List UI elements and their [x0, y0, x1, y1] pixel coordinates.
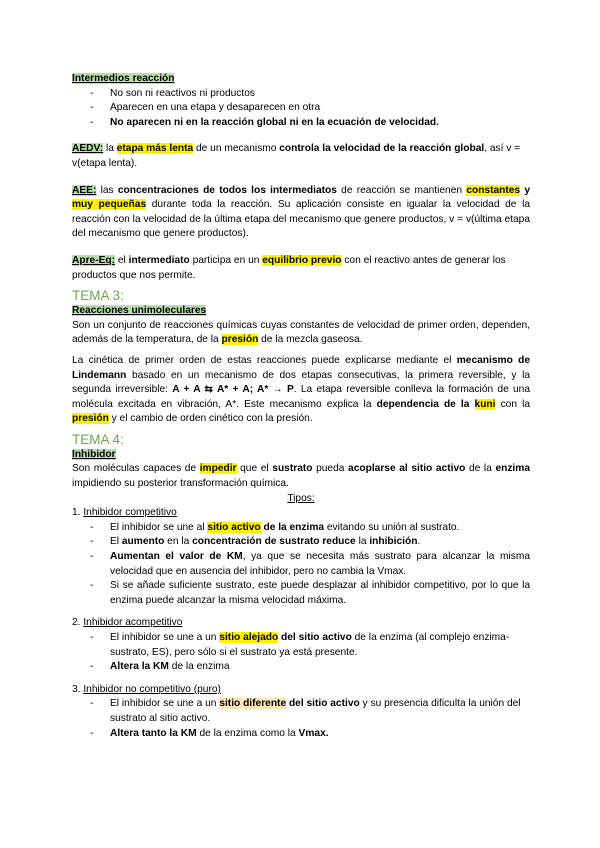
tipo-1-heading: 1. Inhibidor competitivo: [72, 507, 177, 519]
list-item: - El inhibidor se une a un sitio alejado del sitio activo de la enzima (al complejo enzima-sustrato, ES), pero sólo si el sustrato ya está presente.: [72, 631, 530, 660]
section-heading-intermedios: Intermedios reacción: [72, 73, 175, 84]
list-item: - El inhibidor se une al sitio activo de la enzima evitando su unión al sustrato.: [72, 521, 530, 536]
section-heading-inhibidor: Inhibidor: [72, 448, 116, 460]
paragraph-apre-eq: Apre-Eq: el intermediato participa en un equilibrio previo con el reactivo antes de generar los productos que nos permite.: [72, 254, 506, 281]
intermedios-list: [72, 87, 530, 131]
tema-3-heading: TEMA 3:: [72, 288, 124, 304]
section-heading-reacciones: Reacciones unimoleculares: [72, 305, 207, 317]
tipo-1-list: [72, 521, 530, 609]
list-item: - Aparecen en una etapa y desaparecen en otra: [72, 101, 530, 116]
list-item: - No son ni reactivos ni productos: [72, 87, 530, 102]
paragraph-aedv: AEDV: la etapa más lenta de un mecanismo controla la velocidad de la reacción global, así v = v(etapa lenta).: [72, 143, 521, 169]
tipo-3-list: [72, 697, 530, 741]
list-item: - Si se añade suficiente sustrato, este puede desplazar al inhibidor competitivo, por lo que la enzima puede alcanzar la misma velocidad máxima.: [72, 579, 530, 608]
document-content: [72, 72, 530, 741]
tipo-2-heading: 2. Inhibidor acompetitivo: [72, 617, 183, 629]
list-item: - Aumentan el valor de KM, ya que se necesita más sustrato para alcanzar la misma velocidad que en ausencia del inhibidor, pero no cambia la Vmax.: [72, 550, 530, 579]
list-item: - El inhibidor se une a un sitio diferente del sitio activo y su presencia dificulta la unión del sustrato al sitio activo.: [72, 697, 530, 726]
list-item: - Altera tanto la KM de la enzima como la Vmax.: [72, 727, 530, 742]
list-item: - No aparecen ni en la reacción global ni en la ecuación de velocidad.: [72, 116, 530, 131]
list-item: - Altera la KM de la enzima: [72, 660, 530, 675]
tipo-3-heading: 3. Inhibidor no competitivo (puro): [72, 683, 221, 695]
paragraph-aee: AEE: las concentraciones de todos los intermediatos de reacción se mantienen constantes y muy pequeñas durante toda la reacción. Su aplicación consiste en igualar la velocidad de la reacción con la velocidad de la última etapa del mecanismo que genere productos, v = v(última etapa del mecanismo que genere productos).: [72, 184, 531, 240]
paragraph-unimoleculares-1: Son un conjunto de reacciones químicas cuyas constantes de velocidad de primer orden, dependen, además de la temperatura, de la presión de la mezcla gaseosa.: [72, 319, 530, 346]
tema-4-heading: TEMA 4:: [72, 431, 124, 447]
list-item: - El aumento en la concentración de sustrato reduce la inhibición.: [72, 535, 530, 550]
tipo-2-list: [72, 631, 530, 675]
paragraph-inhibidor: Son moléculas capaces de impedir que el sustrato pueda acoplarse al sitio activo de la enzima impidiendo su posterior transformación química.: [72, 463, 530, 490]
tipos-heading: Tipos:: [287, 492, 315, 504]
paragraph-unimoleculares-2: La cinética de primer orden de estas reacciones puede explicarse mediante el mecanismo de Lindemann basado en un mecanismo de dos etapas consecutivas, la primera reversible, y la segunda irreversible: A + A ⇆ A* + A; A* → P. La etapa reversible conlleva la formación de una molécula excitada en vibración, A*. Este mecanismo explica la dependencia de la kuni con la presión y el cambio de orden cinético con la presión.: [72, 354, 531, 425]
